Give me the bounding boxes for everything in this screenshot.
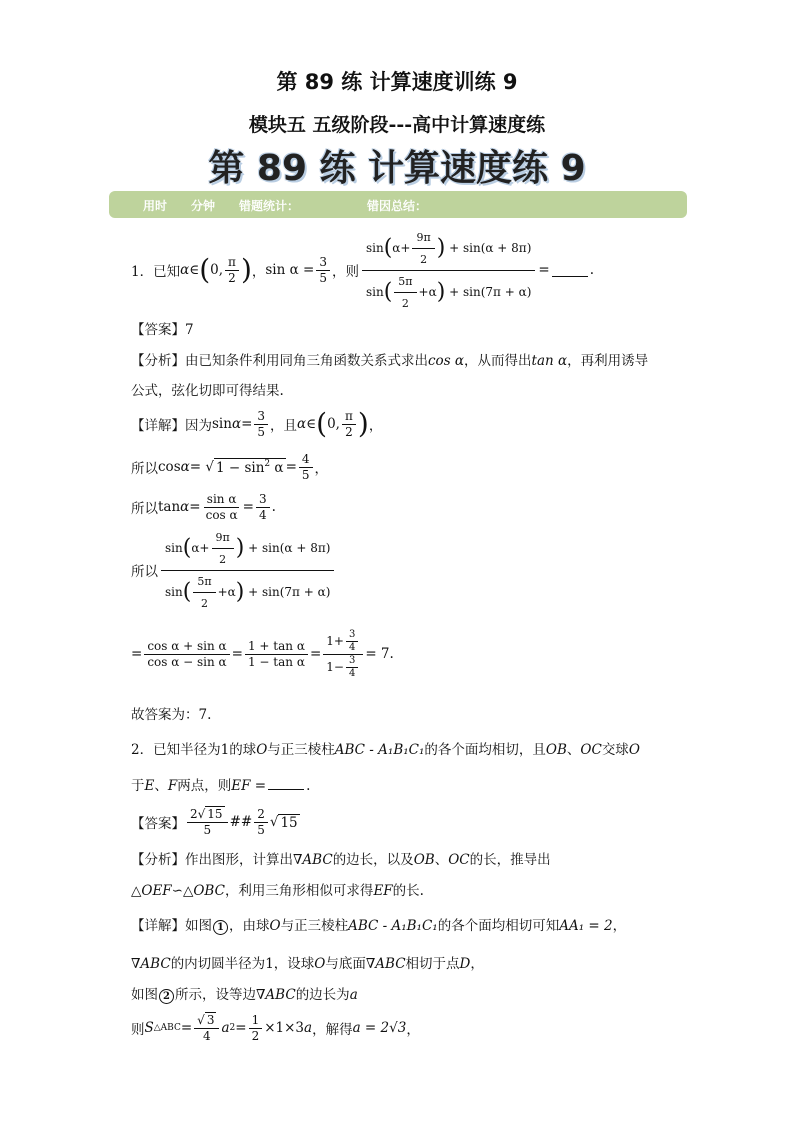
q1-step-final: = $\frac{\text{cos α + sin α}}{\text{cos α − sin α}}$ = $\frac{\text{1 + tan α}}{\text{1 − tan α}}$ = 1+ $\frac{3}{4}$ 1− $\frac{3}{4}$ = 7 . bbox=[131, 628, 394, 679]
figure-2-marker: 2 bbox=[159, 989, 174, 1004]
q2-analysis-2: △OEF∽△OBC，利用三角形相似可求得EF的长. bbox=[131, 883, 424, 899]
q2-answer: 【答案】 $\frac{2√ 15}{5}$ ## $\frac{2}{5}$ √ 15 bbox=[131, 806, 298, 837]
module-subtitle: 模块五 五级阶段---高中计算速度练 bbox=[248, 114, 546, 136]
error-stats-label: 错题统计： bbox=[239, 199, 300, 213]
q2-answer-blank bbox=[268, 777, 304, 790]
error-summary-label: 错因总结： bbox=[367, 199, 428, 213]
q1-step-tan: 所以 tan α = $\frac{\text{sin α}}{\text{cos α}}$ = $\frac{3}{4}$ . bbox=[131, 491, 276, 522]
page-title: 第 89 练 计算速度训练 9 bbox=[276, 70, 518, 94]
q2-detail-3: 如图 2 所示，设等边∇ABC的边长为a bbox=[131, 987, 358, 1003]
q2-analysis: 【分析】作出图形，计算出∇ABC的边长，以及OB、OC的长，推导出 bbox=[131, 852, 551, 868]
q2-detail: 【详解】如图 1 ，由球O与正三棱柱ABC - A₁B₁C₁的各个面均相切可知AA₁ = 2， bbox=[131, 918, 627, 934]
q1-detail: 【详解】 因为 sin α = $\frac{3}{5}$ ，且 α ∈ ( 0, $\frac{\pi}{2}$ ) ， bbox=[131, 407, 383, 440]
q2-detail-4: 则 S △ABC = $\frac{√ 3}{4}$ a 2 = $\frac{1}{2}$ ×1×3 a ，解得 a = 2√3 ， bbox=[131, 1012, 420, 1043]
q1-analysis: 【分析】由已知条件利用同角三角函数关系式求出cos α，从而得出tan α，再利用诱导 bbox=[131, 353, 649, 369]
q1-expression: sin(α+ $\frac{9\pi}{2}$ ) + sin(α + 8π) sin( $\frac{5\pi}{2}$ +α) + sin(7π + α) bbox=[362, 230, 535, 311]
question-1: 1．已知 α ∈ ( 0, $\frac{\pi}{2}$ ) ， sin α = $\frac{3}{5}$ ，则 sin(α+ $\frac{9\pi}{2}$ ) + sin(α + 8π) sin( $\frac{5\pi}{2}$ +α) + sin(7π + α) = . bbox=[131, 230, 594, 310]
time-label: 用时 bbox=[143, 199, 168, 213]
q1-prefix: 1．已知 bbox=[131, 264, 181, 280]
q1-analysis-2: 公式，弦化切即可得结果. bbox=[131, 383, 284, 399]
q1-answer: 【答案】7 bbox=[131, 322, 194, 338]
q1-step-expression: 所以 sin(α+ $\frac{9\pi}{2}$ ) + sin(α + 8π) sin( $\frac{5\pi}{2}$ +α) + sin(7π + α) bbox=[131, 534, 337, 606]
minute-label: 分钟 bbox=[191, 199, 216, 213]
info-bar bbox=[109, 191, 687, 218]
q1-step-cos: 所以 cos α = √ $1 - \sin^2 \alpha$ = $\frac{4}{5}$ ， bbox=[131, 451, 329, 482]
question-2-line2: 于E、F两点，则EF = . bbox=[131, 778, 311, 794]
q2-detail-2: ∇ABC的内切圆半径为1，设球O与底面∇ABC相切于点D， bbox=[131, 956, 484, 972]
figure-1-marker: 1 bbox=[213, 920, 228, 935]
q1-conclusion: 故答案为：7. bbox=[131, 707, 212, 723]
q1-answer-blank bbox=[552, 264, 588, 277]
question-2: 2．已知半径为1的球O与正三棱柱ABC - A₁B₁C₁的各个面均相切，且OB、OC交球O bbox=[131, 742, 640, 758]
decorative-title: 第 89 练 计算速度练 9 bbox=[208, 148, 586, 189]
